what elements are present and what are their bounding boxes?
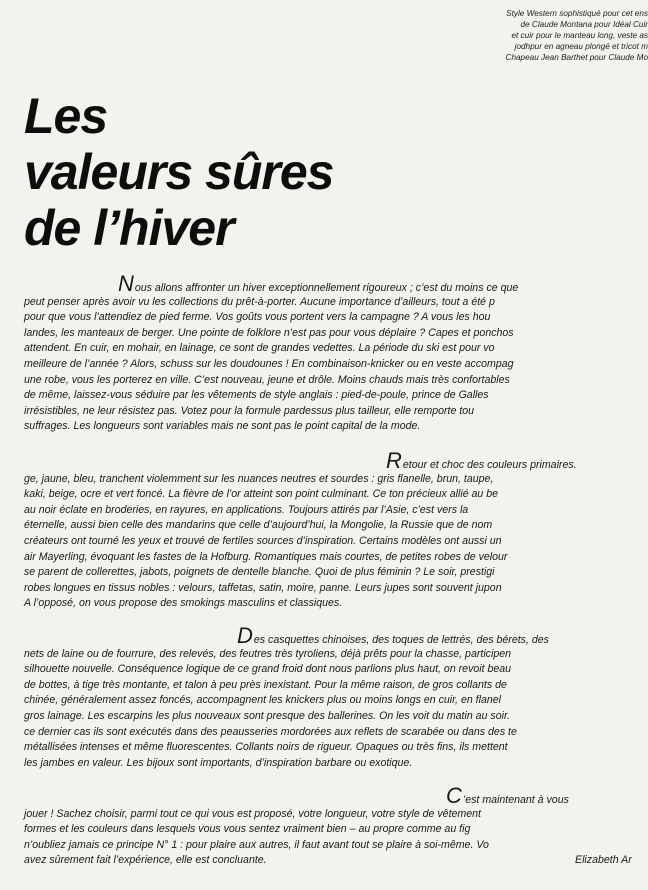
paragraph-line: A l’opposé, on vous propose des smokings masculins et classiques. xyxy=(24,597,343,610)
paragraph-line: jouer ! Sachez choisir, parmi tout ce qui vous est proposé, votre longueur, votre style de vêtement xyxy=(24,807,481,820)
drop-cap: R xyxy=(386,448,402,473)
caption-line: de Claude Montana pour Idéal Cuir xyxy=(520,20,648,29)
drop-cap: C xyxy=(446,783,462,808)
paragraph-line: les jambes en valeur. Les bijoux sont importants, d’inspiration barbare ou exotique. xyxy=(24,756,413,769)
paragraph-line: de même, laissez-vous séduire par les vêtements de style anglais : pied-de-poule, prince de Galles xyxy=(24,389,489,402)
paragraph-colors xyxy=(24,448,644,612)
line-text: es casquettes chinoises, des toques de lettrés, des bérets, des xyxy=(253,634,549,646)
line-text: ’est maintenant à vous xyxy=(462,794,569,806)
paragraph-line: air Mayerling, évoquant les fastes de la Hofburg. Romantiques mais courtes, de petites robes de velour xyxy=(24,550,508,563)
drop-cap: N xyxy=(118,271,134,296)
caption-line: Chapeau Jean Barthet pour Claude Mo xyxy=(505,53,648,62)
paragraph-line: se parent de collerettes, jabots, poignets de dentelle blanche. Quoi de plus féminin ? Le soir, prestigi xyxy=(24,566,495,579)
title-line: de l’hiver xyxy=(24,200,234,256)
line-text: etour et choc des couleurs primaires. xyxy=(402,459,577,471)
paragraph-line: robes longues en tissus nobles : velours, taffetas, satin, moire, panne. Leurs jupes sont souvent jupon xyxy=(24,581,502,594)
paragraph-line: de bottes, à tige très montante, et talon à peu près inexistant. Pour la même raison, de gros collants de xyxy=(24,678,507,691)
line-text: avez sûrement fait l’expérience, elle est concluante. xyxy=(24,854,267,867)
paragraph-line: une robe, vous les porterez en ville. C’est nouveau, jeune et drôle. Moins chauds mais très confortables xyxy=(24,373,510,386)
paragraph-line: créateurs ont tourné les yeux et trouvé de fertiles sources d’inspiration. Certains modèles ont aussi un xyxy=(24,534,502,547)
drop-cap: D xyxy=(237,623,253,648)
article-title xyxy=(24,88,333,256)
paragraph-conclusion xyxy=(24,783,644,869)
paragraph-first-line xyxy=(24,623,644,648)
title-line: Les xyxy=(24,88,108,144)
paragraph-line: kaki, beige, ocre et vert foncé. La fièvre de l’or atteint son point culminant. Ce ton précieux allié au be xyxy=(24,488,499,501)
paragraph-first-line xyxy=(24,271,644,296)
paragraph-line: ge, jaune, bleu, tranchent violemment sur les nuances neutres et sourdes : gris flanelle, brun, taupe, xyxy=(24,472,494,485)
paragraph-line: métallisées intenses et même fluorescentes. Collants noirs de rigueur. Opaques ou très fins, ils mettent xyxy=(24,741,508,754)
paragraph-line: suffrages. Les longueurs sont variables mais ne sont pas le point capital de la mode. xyxy=(24,420,421,433)
paragraph-line: peut penser après avoir vu les collections du prêt-à-porter. Aucune importance d’ailleurs, tout a été p xyxy=(24,295,495,308)
author-signature: Elizabeth Ar xyxy=(575,854,632,867)
paragraph-line: éternelle, aussi bien celle des mandarins que celle d’aujourd’hui, la Mongolie, la Russie que de nom xyxy=(24,519,493,532)
paragraph-first-line xyxy=(24,783,644,808)
paragraph-line: au noir éclate en broderies, en rayures, en applications. Toujours attirés par l’Asie, c’est vers la xyxy=(24,503,469,516)
caption-line: Style Western sophistiqué pour cet ens xyxy=(506,9,648,18)
line-text: ous allons affronter un hiver exceptionnellement rigoureux ; c’est du moins ce que xyxy=(134,282,519,294)
paragraph-last-line xyxy=(24,853,644,869)
title-line: valeurs sûres xyxy=(24,144,334,200)
caption-line: jodhpur en agneau plongé et tricot m xyxy=(514,42,648,51)
paragraph-line: landes, les manteaux de berger. Une pointe de folklore n’est pas pour vous déplaire ? Capes et ponchos xyxy=(24,326,514,339)
paragraph-line: chinée, généralement assez foncés, accompagnent les knickers plus ou moins longs en cuir, en flanel xyxy=(24,694,501,707)
photo-caption xyxy=(408,8,648,63)
paragraph-intro xyxy=(24,271,644,435)
paragraph-accessories xyxy=(24,623,644,771)
paragraph-line: meilleure de l’année ? Alors, schuss sur les doudounes ! En combinaison-knicker ou en veste accompag xyxy=(24,357,514,370)
paragraph-line: ce dernier cas ils sont exécutés dans des peausseries mordorées aux reflets de scarabée ou dans des te xyxy=(24,725,517,738)
paragraph-line: gros lainage. Les escarpins les plus nouveaux sont presque des ballerines. On les voit du matin au soir. xyxy=(24,709,511,722)
paragraph-line: nets de laine ou de fourrure, des relevés, des feutres très tyroliens, déjà prêts pour la chasse, participen xyxy=(24,647,511,660)
paragraph-line: silhouette nouvelle. Conséquence logique de ce grand froid dont nous parlions plus haut, on revoit beau xyxy=(24,663,512,676)
paragraph-line: irrésistibles, ne leur résistez pas. Votez pour la formule pardessus plus tailleur, elle remporte tou xyxy=(24,404,475,417)
caption-line: et cuir pour le manteau long, veste as xyxy=(511,31,648,40)
paragraph-line: n’oubliez jamais ce principe N° 1 : pour plaire aux autres, il faut avant tout se plaire à soi-même. Vo xyxy=(24,838,489,851)
paragraph-line: formes et les couleurs dans lesquels vous vous sentez vraiment bien – au propre comme au fig xyxy=(24,823,471,836)
paragraph-first-line xyxy=(24,448,644,473)
paragraph-line: pour que vous l’attendiez de pied ferme. Vos goûts vous portent vers la campagne ? A vous les hou xyxy=(24,311,491,324)
paragraph-line: attendent. En cuir, en mohair, en lainage, ce sont de grandes vedettes. La période du ski est pour vo xyxy=(24,342,495,355)
